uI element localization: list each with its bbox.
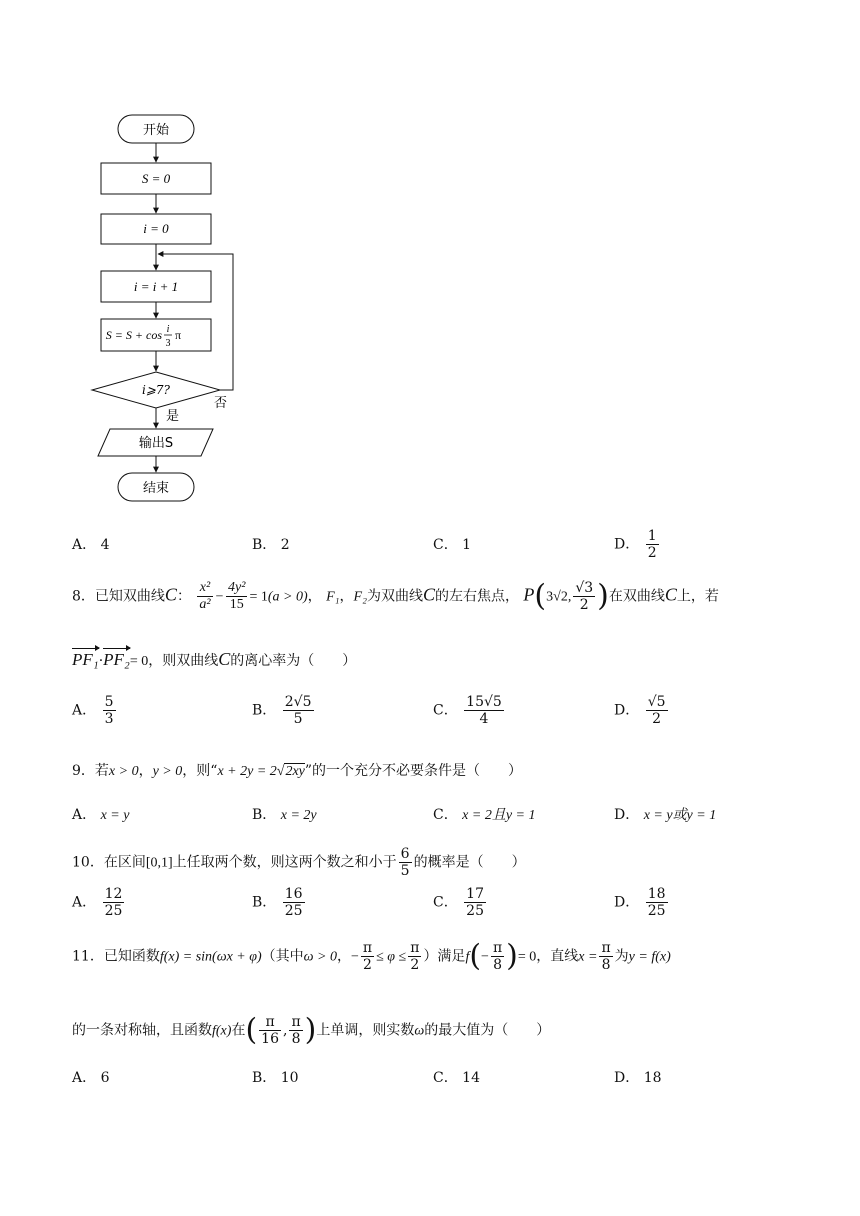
q8-math: F₁ [326, 589, 340, 605]
q11-text: , [282, 1022, 288, 1039]
q11-frac-num: π [362, 940, 373, 956]
q10-stem [72, 846, 526, 879]
q11-math: − [481, 949, 489, 965]
q11-frac-den: 8 [493, 957, 503, 973]
flow-start-text: 开始 [142, 123, 170, 138]
q8-text: 为双曲线 [366, 588, 423, 605]
q10-option-b[interactable] [252, 886, 307, 919]
q9-math: x > 0 [108, 764, 139, 779]
q9-option-d[interactable] [614, 806, 716, 825]
q11-frac-den: 16 [261, 1031, 279, 1047]
q8-option-b[interactable] [252, 694, 316, 727]
q11-number: 11． [72, 948, 104, 965]
q8-text: ，则双曲线 [148, 653, 219, 669]
q11-math: ≤ φ ≤ [376, 949, 407, 965]
q11-frac-num: π [601, 940, 611, 956]
q10-math: [0,1] [145, 855, 173, 871]
option-letter: C． [433, 807, 458, 823]
option-value: x = 2y [280, 808, 317, 823]
flow-i-inc-text: i = i + 1 [133, 279, 179, 294]
option-value: 6 [100, 1070, 110, 1086]
q8-math: 3√2, [546, 589, 572, 605]
q8-text: ， [307, 588, 322, 605]
q11-math: y = f(x) [628, 949, 671, 965]
option-letter: B． [252, 702, 277, 719]
option-num: 16 [284, 886, 303, 902]
q10-text: 上任取两个数，则这两个数之和小于 [172, 854, 397, 871]
q11-frac-num: π [410, 940, 420, 956]
flow-i-init-text: i = 0 [143, 221, 169, 236]
option-letter: C． [433, 894, 458, 911]
q8-math: F₂ [353, 589, 367, 605]
q9-text: 若 [94, 763, 109, 779]
option-value: x = y或y = 1 [643, 808, 717, 823]
q10-option-d[interactable] [614, 886, 670, 919]
q11-math: x = [578, 949, 598, 965]
option-letter: A． [72, 1070, 97, 1086]
option-letter: B． [252, 537, 277, 553]
flow-s-update-num: i [166, 324, 170, 335]
q9-math: 2xy [285, 764, 305, 779]
option-den: 5 [293, 711, 303, 727]
option-letter: B． [252, 894, 277, 911]
option-value: 1 [462, 537, 472, 553]
q10-option-c[interactable] [433, 886, 488, 919]
option-den: 25 [466, 903, 484, 919]
q8-option-c[interactable] [433, 694, 506, 727]
q8-option-d[interactable] [614, 694, 670, 727]
q8-stem-line2 [72, 650, 356, 671]
q8-math: = 0 [129, 654, 149, 669]
q11-math: ω > 0 [303, 949, 337, 965]
q11-text: 在 [231, 1022, 246, 1039]
option-num: 2√5 [284, 694, 312, 710]
option-num: 5 [104, 694, 114, 710]
q11-stem-line1: 11．已知函数f(x) = sin(ωx + φ)（其中ω > 0，− $\frac{\pi}{2}$ ≤ φ ≤ $\frac{\pi}{2}$ ）满足f(− $\frac{\pi}{8}$ )= 0，直线x = $\frac{\pi}{8}$ 为y = f(x) [72, 938, 671, 974]
flow-decision-text: i⩾7? [142, 383, 170, 397]
q9-option-a[interactable] [72, 806, 129, 825]
q11-text: 的一条对称轴，且函数 [72, 1022, 212, 1039]
option-num: 1 [647, 528, 657, 544]
option-letter: D． [614, 1070, 640, 1086]
option-value: 2 [280, 537, 290, 553]
q8-text: 已知双曲线 [94, 588, 165, 605]
q8-math: C [422, 584, 435, 605]
q11-text: （其中 [261, 948, 304, 965]
q11-frac-num: π [259, 1014, 281, 1031]
option-den: 25 [647, 903, 666, 919]
option-den: 25 [104, 903, 123, 919]
q11-frac-den: 2 [410, 957, 420, 973]
q11-math: = 0 [517, 949, 537, 965]
q9-stem: 9．若x > 0，y > 0，则“x + 2y = 2√2xy”的一个充分不必要条件是（ ） [72, 763, 523, 779]
q9-number: 9． [72, 763, 95, 779]
q9-option-b[interactable] [252, 806, 317, 825]
q11-frac-num: π [492, 940, 503, 956]
q10-number: 10． [72, 854, 104, 871]
option-den: 2 [647, 545, 657, 561]
q8-vector: PF₁ [72, 650, 99, 669]
q11-option-d[interactable] [614, 1069, 662, 1087]
q11-frac-den: 8 [601, 957, 611, 973]
q7-option-b[interactable] [252, 536, 290, 554]
q11-stem-line2: 的一条对称轴，且函数f(x)在( $\frac{\pi}{16}$ , $\frac{\pi}{8}$ )上单调，则实数ω的最大值为（ ） [72, 1012, 551, 1048]
q11-frac-den: 2 [363, 957, 372, 973]
q11-math: f(x) [212, 1023, 232, 1039]
option-num: 18 [647, 886, 666, 902]
q8-text: 在双曲线 [608, 588, 665, 605]
option-num: 15√5 [466, 694, 502, 710]
flowchart [80, 110, 250, 510]
q7-option-a[interactable] [72, 536, 110, 554]
q8-vector: PF₂ [103, 650, 130, 669]
q11-math: f [465, 949, 470, 965]
q8-frac-den: 15 [229, 597, 244, 612]
q8-math: P [523, 584, 535, 605]
option-letter: C． [433, 537, 458, 553]
option-letter: D． [614, 894, 640, 911]
flow-yes-label: 是 [166, 409, 180, 424]
q8-text: ： [176, 588, 191, 605]
q8-math: C [164, 584, 177, 605]
q10-text: 在区间 [103, 854, 146, 871]
option-letter: C． [433, 1070, 458, 1086]
flow-s-init-text: S = 0 [141, 171, 171, 186]
option-value: x = y [100, 808, 130, 823]
option-letter: C． [433, 702, 458, 719]
option-letter: B． [252, 807, 277, 823]
q10-frac-num: 6 [400, 846, 410, 862]
q9-math: y > 0 [152, 764, 183, 779]
q8-option-a[interactable] [72, 694, 118, 727]
q8-math: C [664, 584, 677, 605]
flow-s-update-prefix: S = S + cos [105, 328, 162, 342]
q8-text: 的左右焦点， [434, 588, 519, 605]
flow-s-update-suffix: π [175, 328, 182, 342]
q8-frac-den: a² [199, 597, 211, 612]
option-letter: D． [614, 702, 640, 719]
q9-option-c[interactable] [433, 806, 536, 825]
q9-math: x + 2y = 2 [217, 764, 277, 779]
option-den: 4 [479, 711, 489, 727]
option-den: 2 [652, 711, 662, 727]
q8-frac-num: x² [197, 580, 212, 597]
q8-frac-den: 2 [579, 597, 589, 613]
option-num: √5 [647, 694, 666, 710]
q11-math: f(x) = sin(ωx + φ) [159, 949, 262, 965]
flow-end-text: 结束 [142, 481, 170, 496]
q11-text: 为 [614, 948, 629, 965]
q11-option-c[interactable] [433, 1069, 480, 1087]
option-letter: D． [614, 536, 640, 553]
option-letter: A． [72, 807, 97, 823]
q8-math: C [218, 649, 231, 669]
option-letter: A． [72, 894, 97, 911]
q10-frac-den: 5 [400, 863, 410, 879]
q11-text: ， [337, 948, 351, 965]
q8-number: 8． [72, 588, 95, 605]
flow-output-text: 输出S [138, 436, 174, 451]
option-letter: D． [614, 807, 640, 823]
q8-math: − [214, 589, 225, 605]
q8-stem-line1: 8．已知双曲线C： $\frac{\text{x²}}{\text{a²}}$ − $\frac{\text{4y²}}{15}$ = 1(a > 0)， F₁，F₂为双曲线C的左右焦点， P(3√2, $\frac{√3}{2}$ )在双曲线C上，若 [72, 578, 719, 614]
option-value: 18 [643, 1070, 662, 1086]
q11-text: ，直线 [536, 948, 579, 965]
q11-frac-den: 8 [291, 1031, 301, 1047]
option-letter: A． [72, 702, 97, 719]
option-value: 14 [462, 1070, 480, 1086]
flow-s-update-den: 3 [165, 338, 171, 349]
q11-frac-num: π [291, 1014, 301, 1030]
q8-math: = 1 [249, 589, 268, 605]
q8-math: (a > 0) [267, 589, 308, 605]
option-num: 12 [104, 886, 123, 902]
q11-text: 上单调，则实数 [316, 1022, 415, 1039]
option-den: 3 [104, 711, 114, 727]
q11-math: − [351, 949, 359, 965]
option-value: x = 2且y = 1 [462, 808, 536, 823]
q9-text: ”的一个充分不必要条件是（ ） [304, 763, 523, 779]
q8-text: · [98, 653, 104, 669]
option-letter: A． [72, 537, 97, 553]
q8-text: ， [339, 588, 354, 605]
q7-option-c[interactable] [433, 536, 471, 554]
q9-text: ，则“ [182, 763, 218, 779]
flow-no-label: 否 [214, 396, 228, 411]
q11-option-b[interactable] [252, 1069, 299, 1087]
q8-text: 上，若 [676, 588, 719, 605]
q8-frac-num: 4y² [228, 580, 246, 595]
q11-option-a[interactable] [72, 1069, 110, 1087]
option-letter: B． [252, 1070, 277, 1086]
q8-frac-num: √3 [575, 580, 594, 596]
q8-text: 的离心率为（ ） [230, 653, 357, 669]
q11-text: ）满足 [423, 948, 466, 965]
q7-option-d[interactable] [614, 528, 661, 561]
option-value: 10 [280, 1070, 299, 1086]
q10-text: 的概率是（ ） [413, 854, 526, 871]
q11-text: 的最大值为（ ） [424, 1022, 551, 1039]
q9-text: ， [138, 763, 153, 779]
option-num: 17 [466, 886, 484, 902]
q11-text: 已知函数 [103, 948, 160, 965]
q11-math: ω [414, 1023, 425, 1039]
option-den: 25 [284, 903, 303, 919]
q10-option-a[interactable] [72, 886, 126, 919]
option-value: 4 [100, 537, 110, 553]
